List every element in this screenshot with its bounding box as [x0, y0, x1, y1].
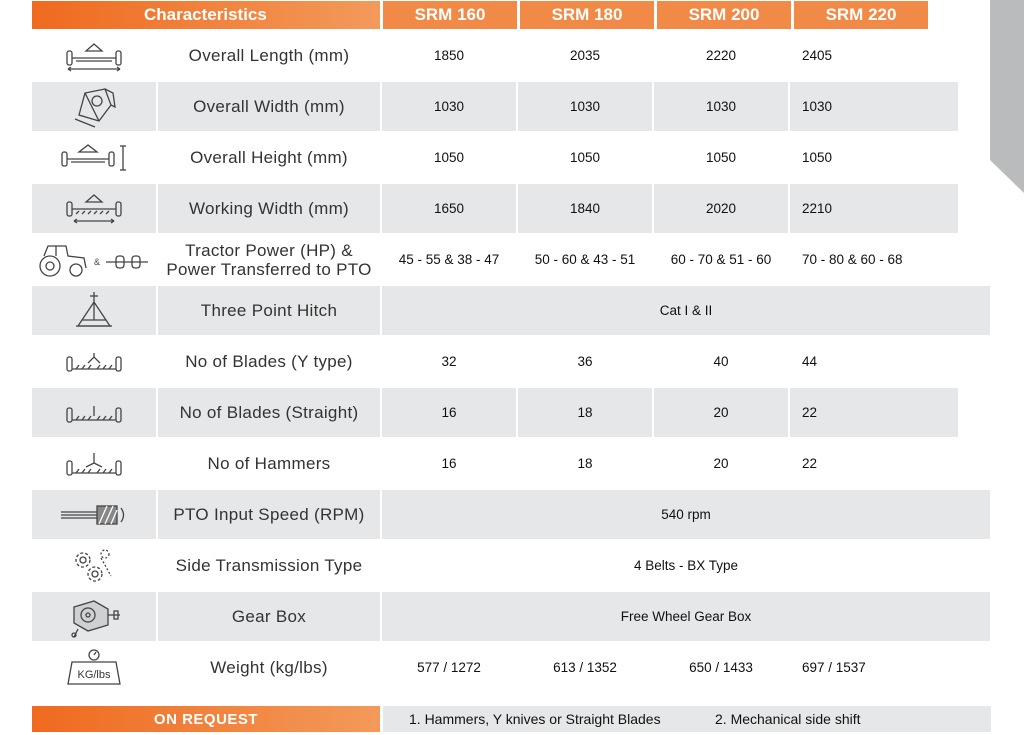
- spec-value: 1850: [433, 48, 465, 63]
- spec-label: Side Transmission Type: [175, 556, 363, 575]
- spec-value: 2220: [705, 48, 737, 63]
- spec-label: Weight (kg/lbs): [210, 658, 328, 677]
- spec-value: 20: [654, 388, 788, 437]
- model-header-srm-160: SRM 160: [383, 1, 517, 29]
- table-header: [32, 1, 928, 29]
- spec-value: 2405: [802, 48, 833, 63]
- weight-icon-text: KG/lbs: [77, 668, 111, 681]
- on-request-item: 1. Hammers, Y knives or Straight Blades: [409, 711, 661, 727]
- spec-value: 16: [382, 388, 516, 437]
- spec-value: 45 - 55 & 38 - 47: [398, 252, 500, 267]
- table-row: [32, 82, 990, 133]
- table-row: [32, 439, 990, 490]
- spec-value: 18: [518, 388, 652, 437]
- spec-label: No of Hammers: [207, 454, 331, 473]
- spec-value: 1030: [790, 82, 958, 131]
- spec-value: 44: [802, 354, 818, 369]
- spec-value: 697 / 1537: [802, 660, 866, 675]
- spec-label-line1: Tractor Power (HP) &: [185, 240, 353, 260]
- corner-decoration: [990, 0, 1024, 193]
- table-row: [32, 541, 990, 592]
- spec-value: 40: [713, 354, 729, 369]
- spec-label: Three Point Hitch: [158, 286, 380, 335]
- table-row: [32, 235, 990, 286]
- spec-value: 60 - 70 & 51 - 60: [670, 252, 772, 267]
- spec-label: Overall Length (mm): [188, 46, 350, 65]
- overall-length-icon: [32, 31, 156, 80]
- table-row: [32, 337, 990, 388]
- model-header-srm-200: SRM 200: [657, 1, 791, 29]
- spec-value: 4 Belts - BX Type: [633, 558, 739, 573]
- pto-shaft-icon: [32, 490, 156, 539]
- spec-label: [158, 235, 380, 284]
- spec-label: Overall Height (mm): [190, 148, 348, 167]
- table-row: [32, 184, 990, 235]
- spec-value: 1050: [802, 150, 833, 165]
- spec-value: 22: [790, 388, 958, 437]
- svg-text:&: &: [94, 256, 101, 267]
- spec-value: 1650: [382, 184, 516, 233]
- weight-icon: [32, 643, 156, 692]
- table-row: [32, 31, 990, 82]
- table-row: [32, 592, 990, 643]
- spec-value: 540 rpm: [382, 490, 990, 539]
- on-request-bar: [32, 706, 991, 732]
- table-row: [32, 388, 990, 439]
- spec-value: 1030: [654, 82, 788, 131]
- spec-label: Working Width (mm): [158, 184, 380, 233]
- spec-value: 2035: [569, 48, 601, 63]
- spec-value: 1050: [569, 150, 601, 165]
- spec-label: Overall Width (mm): [158, 82, 380, 131]
- on-request-item: 2. Mechanical side shift: [715, 711, 861, 727]
- on-request-label: ON REQUEST: [32, 706, 380, 732]
- spec-value: 650 / 1433: [689, 660, 753, 675]
- spec-value: 70 - 80 & 60 - 68: [802, 252, 903, 267]
- spec-value: 2210: [790, 184, 958, 233]
- spec-label: No of Blades (Straight): [158, 388, 380, 437]
- table-row: [32, 133, 990, 184]
- spec-value: 18: [577, 456, 593, 471]
- spec-label-line2: Power Transferred to PTO: [166, 259, 372, 279]
- tractor-pto-icon: [32, 235, 156, 284]
- spec-value: 577 / 1272: [417, 660, 481, 675]
- spec-label: Gear Box: [158, 592, 380, 641]
- spec-value: 613 / 1352: [553, 660, 617, 675]
- three-point-hitch-icon: [32, 286, 156, 335]
- spec-value: 1050: [705, 150, 737, 165]
- spec-value: 1050: [433, 150, 465, 165]
- gears-belt-icon: [32, 541, 156, 590]
- spec-value: Cat I & II: [382, 286, 990, 335]
- spec-value: 20: [713, 456, 729, 471]
- spec-value: 22: [802, 456, 818, 471]
- specifications-table: [32, 31, 990, 694]
- gear-box-icon: [32, 592, 156, 641]
- spec-label: PTO Input Speed (RPM): [158, 490, 380, 539]
- table-row: [32, 643, 990, 694]
- straight-blades-icon: [32, 388, 156, 437]
- working-width-icon: [32, 184, 156, 233]
- spec-label: No of Blades (Y type): [185, 352, 353, 371]
- spec-value: 36: [577, 354, 593, 369]
- y-blades-icon: [32, 337, 156, 386]
- overall-width-icon: [32, 82, 156, 131]
- spec-value: Free Wheel Gear Box: [382, 592, 990, 641]
- spec-value: 2020: [654, 184, 788, 233]
- hammers-icon: [32, 439, 156, 488]
- model-header-srm-220: SRM 220: [794, 1, 928, 29]
- spec-value: 50 - 60 & 43 - 51: [534, 252, 636, 267]
- spec-value: 1030: [382, 82, 516, 131]
- overall-height-icon: [32, 133, 156, 182]
- spec-value: 32: [441, 354, 457, 369]
- characteristics-header: Characteristics: [32, 1, 380, 29]
- table-row: [32, 490, 990, 541]
- spec-value: 16: [441, 456, 457, 471]
- spec-value: 1030: [518, 82, 652, 131]
- on-request-options: [383, 706, 991, 732]
- model-header-srm-180: SRM 180: [520, 1, 654, 29]
- spec-value: 1840: [518, 184, 652, 233]
- table-row: [32, 286, 990, 337]
